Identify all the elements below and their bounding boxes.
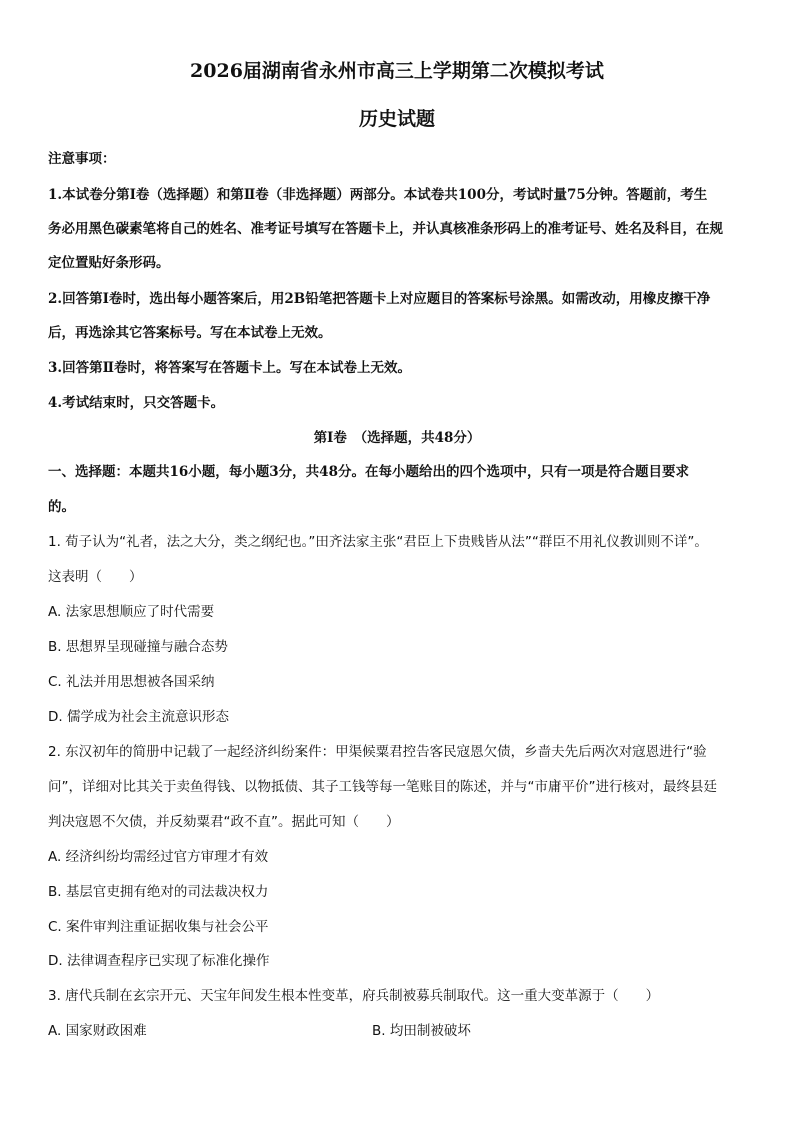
option-d: D. 儒学成为社会主流意识形态 bbox=[48, 709, 229, 725]
section-intro: 的。 bbox=[48, 499, 75, 515]
question-stem: 3. 唐代兵制在玄宗开元、天宝年间发生根本性变革，府兵制被募兵制取代。这一重大变革源于（ ） bbox=[48, 988, 660, 1004]
notice-line: 4.考试结束时，只交答题卡。 bbox=[48, 395, 225, 411]
option-a: A. 法家思想顺应了时代需要 bbox=[48, 604, 215, 620]
notice-line: 务必用黑色碳素笔将自己的姓名、准考证号填写在答题卡上，并认真核准条形码上的准考证号、姓名及科目，在规 bbox=[48, 221, 723, 237]
exam-title: 2026届湖南省永州市高三上学期第二次模拟考试 bbox=[190, 60, 604, 82]
question-stem: 2. 东汉初年的简册中记载了一起经济纠纷案件：甲渠候粟君控告客民寇恩欠债，乡啬夫先后两次对寇恩进行“验 bbox=[48, 744, 707, 760]
notice-line: 2.回答第Ⅰ卷时，选出每小题答案后，用2B铅笔把答题卡上对应题目的答案标号涂黑。如需改动，用橡皮擦干净 bbox=[48, 291, 711, 307]
option-b: B. 思想界呈现碰撞与融合态势 bbox=[48, 639, 228, 655]
option-b: B. 均田制被破坏 bbox=[372, 1023, 471, 1039]
option-c: C. 案件审判注重证据收集与社会公平 bbox=[48, 919, 269, 935]
question-stem: 1. 荀子认为“礼者，法之大分，类之纲纪也。”田齐法家主张“君臣上下贵贱皆从法”“群臣不用礼仪教训则不详”。 bbox=[48, 534, 708, 550]
question-stem: 这表明（ ） bbox=[48, 569, 143, 585]
question-stem: 判决寇恩不欠债，并反劾粟君“政不直”。据此可知（ ） bbox=[48, 814, 400, 830]
notice-line: 1.本试卷分第Ⅰ卷（选择题）和第Ⅱ卷（非选择题）两部分。本试卷共100分，考试时量75分钟。答题前，考生 bbox=[48, 187, 708, 203]
subject-title: 历史试题 bbox=[358, 108, 435, 130]
section-intro: 一、选择题：本题共16小题，每小题3分，共48分。在每小题给出的四个选项中，只有一项是符合题目要求 bbox=[48, 464, 689, 480]
option-d: D. 法律调查程序已实现了标准化操作 bbox=[48, 953, 270, 969]
notice-heading: 注意事项： bbox=[48, 151, 116, 167]
option-a: A. 国家财政困难 bbox=[48, 1023, 147, 1039]
section-title: 第Ⅰ卷 （选择题，共48分） bbox=[313, 430, 481, 446]
option-a: A. 经济纠纷均需经过官方审理才有效 bbox=[48, 849, 269, 865]
option-c: C. 礼法并用思想被各国采纳 bbox=[48, 674, 215, 690]
notice-line: 3.回答第Ⅱ卷时，将答案写在答题卡上。写在本试卷上无效。 bbox=[48, 360, 411, 376]
question-stem: 问”，详细对比其关于卖鱼得钱、以物抵债、其子工钱等每一笔账目的陈述，并与“市庸平价”进行核对，最终县廷 bbox=[48, 779, 717, 795]
option-b: B. 基层官吏拥有绝对的司法裁决权力 bbox=[48, 884, 269, 900]
notice-line: 定位置贴好条形码。 bbox=[48, 255, 170, 271]
notice-line: 后，再选涂其它答案标号。写在本试卷上无效。 bbox=[48, 325, 332, 341]
